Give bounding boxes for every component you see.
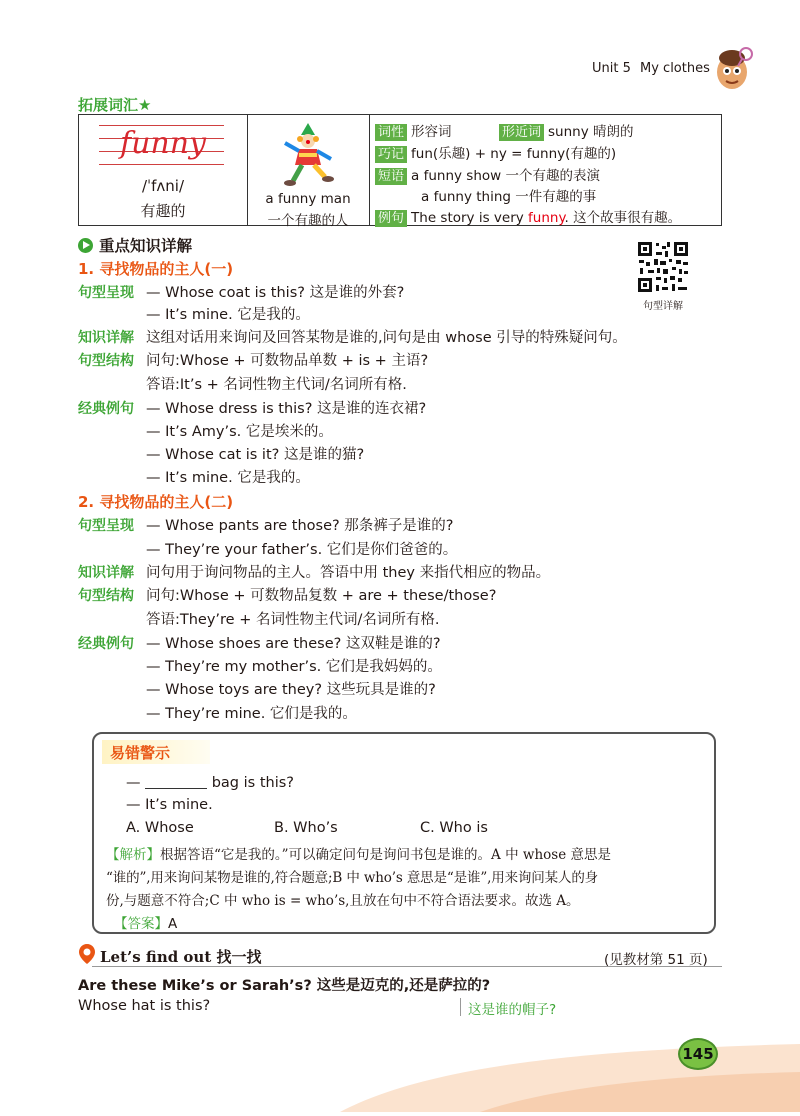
s2-structure-a: 答语:They’re + 名词性物主代词/名词所有格. bbox=[146, 612, 440, 628]
s2-structure-label: 句型结构 bbox=[78, 588, 134, 604]
s1-detail-label: 知识详解 bbox=[78, 330, 134, 346]
s1-detail: 这组对话用来询问及回答某物是谁的,问句是由 whose 引导的特殊疑问句。 bbox=[146, 330, 627, 346]
footer-decoration bbox=[0, 1030, 800, 1112]
s1-example-4: — It’s mine. 它是我的。 bbox=[146, 470, 310, 486]
s2-example-4: — They’re mine. 它们是我的。 bbox=[146, 706, 357, 722]
vocab-row-pos: 词性 形容词 bbox=[375, 120, 452, 141]
qr-code[interactable] bbox=[636, 240, 690, 294]
vocab-phonetic: /ˈfʌni/ bbox=[141, 177, 185, 195]
header-unit: Unit 5 bbox=[592, 61, 631, 76]
find-out-divider bbox=[460, 998, 461, 1016]
location-pin-icon bbox=[78, 943, 96, 969]
s1-structure-a: 答语:It’s + 名词性物主代词/名词所有格. bbox=[146, 377, 407, 393]
picture-caption-cn: 一个有趣的人 bbox=[267, 213, 349, 229]
s1-pattern-label: 句型呈现 bbox=[78, 285, 134, 301]
header-title: My clothes bbox=[640, 61, 710, 76]
s1-structure-label: 句型结构 bbox=[78, 353, 134, 369]
s2-detail-label: 知识详解 bbox=[78, 565, 134, 581]
s1-example-label: 经典例句 bbox=[78, 401, 134, 417]
mascot-icon bbox=[712, 44, 756, 92]
answer-blank[interactable] bbox=[145, 774, 207, 789]
find-out-question: Are these Mike’s or Sarah’s? 这些是迈克的,还是萨拉的? bbox=[78, 978, 491, 994]
s2-example-2: — They’re my mother’s. 它们是我妈妈的。 bbox=[146, 659, 442, 675]
warning-question-1: — bag is this? bbox=[126, 775, 294, 791]
option-a[interactable]: A. Whose bbox=[126, 820, 194, 836]
analysis-line-1: 【解析】根据答语“它是我的。”可以确定问句是询问书包是谁的。A 中 whose 意思是 bbox=[106, 847, 611, 863]
s1-pattern-2: — It’s mine. 它是我的。 bbox=[146, 307, 310, 323]
section2-title: 2. 寻找物品的主人(二) bbox=[78, 493, 234, 511]
vocab-row-phrase: 短语 a funny show 一个有趣的表演 bbox=[375, 164, 600, 185]
find-out-line-en: Whose hat is this? bbox=[78, 998, 211, 1014]
s1-example-2: — It’s Amy’s. 它是埃米的。 bbox=[146, 424, 333, 440]
vocab-table bbox=[78, 114, 722, 229]
s2-pattern-1: — Whose pants are those? 那条裤子是谁的? bbox=[146, 518, 454, 534]
qr-caption: 句型详解 bbox=[643, 301, 683, 312]
play-icon bbox=[78, 238, 93, 253]
picture-caption-en: a funny man bbox=[265, 191, 351, 207]
clown-picture bbox=[277, 121, 339, 187]
knowledge-heading: 重点知识详解 bbox=[78, 234, 192, 256]
find-out-line-cn: 这是谁的帽子? bbox=[468, 1002, 557, 1018]
vocab-heading: 拓展词汇★ bbox=[78, 96, 152, 114]
vocab-row-example: 例句 The story is very funny. 这个故事很有趣。 bbox=[375, 206, 681, 227]
page-number: 145 bbox=[682, 1045, 714, 1063]
vocab-word: funny bbox=[119, 126, 206, 161]
find-out-title: Let’s find out 找一找 bbox=[100, 948, 262, 966]
vocab-meaning: 有趣的 bbox=[140, 202, 186, 220]
s2-pattern-label: 句型呈现 bbox=[78, 518, 134, 534]
s2-example-label: 经典例句 bbox=[78, 636, 134, 652]
s2-example-3: — Whose toys are they? 这些玩具是谁的? bbox=[146, 682, 436, 698]
answer-line: 【答案】A bbox=[114, 916, 178, 932]
s1-structure-q: 问句:Whose + 可数物品单数 + is + 主语? bbox=[146, 353, 429, 369]
option-c[interactable]: C. Who is bbox=[420, 820, 488, 836]
s2-detail: 问句用于询问物品的主人。答语中用 they 来指代相应的物品。 bbox=[146, 565, 551, 581]
warning-question-2: — It’s mine. bbox=[126, 797, 213, 813]
s2-example-1: — Whose shoes are these? 这双鞋是谁的? bbox=[146, 636, 441, 652]
s2-pattern-2: — They’re your father’s. 它们是你们爸爸的。 bbox=[146, 542, 458, 558]
warning-title: 易错警示 bbox=[110, 744, 171, 762]
s2-structure-q: 问句:Whose + 可数物品复数 + are + these/those? bbox=[146, 588, 497, 604]
warning-box bbox=[92, 732, 716, 934]
section1-title: 1. 寻找物品的主人(一) bbox=[78, 260, 234, 278]
analysis-line-3: 份,与题意不符合;C 中 who is = who’s,且放在句中不符合语法要求。故选 A。 bbox=[106, 893, 580, 909]
option-b[interactable]: B. Who’s bbox=[274, 820, 338, 836]
vocab-row-memo: 巧记 fun(乐趣) + ny = funny(有趣的) bbox=[375, 142, 616, 163]
s1-example-3: — Whose cat is it? 这是谁的猫? bbox=[146, 447, 365, 463]
s1-pattern-1: — Whose coat is this? 这是谁的外套? bbox=[146, 285, 405, 301]
s1-example-1: — Whose dress is this? 这是谁的连衣裙? bbox=[146, 401, 427, 417]
find-out-ref: (见教材第 51 页) bbox=[604, 952, 708, 968]
vocab-row-similar: 形近词 sunny 晴朗的 bbox=[499, 120, 634, 141]
vocab-row-phrase-2: a funny thing 一件有趣的事 bbox=[421, 189, 597, 205]
analysis-line-2: “谁的”,用来询问某物是谁的,符合题意;B 中 who’s 意思是“是谁”,用来询问某人的身 bbox=[106, 870, 599, 886]
